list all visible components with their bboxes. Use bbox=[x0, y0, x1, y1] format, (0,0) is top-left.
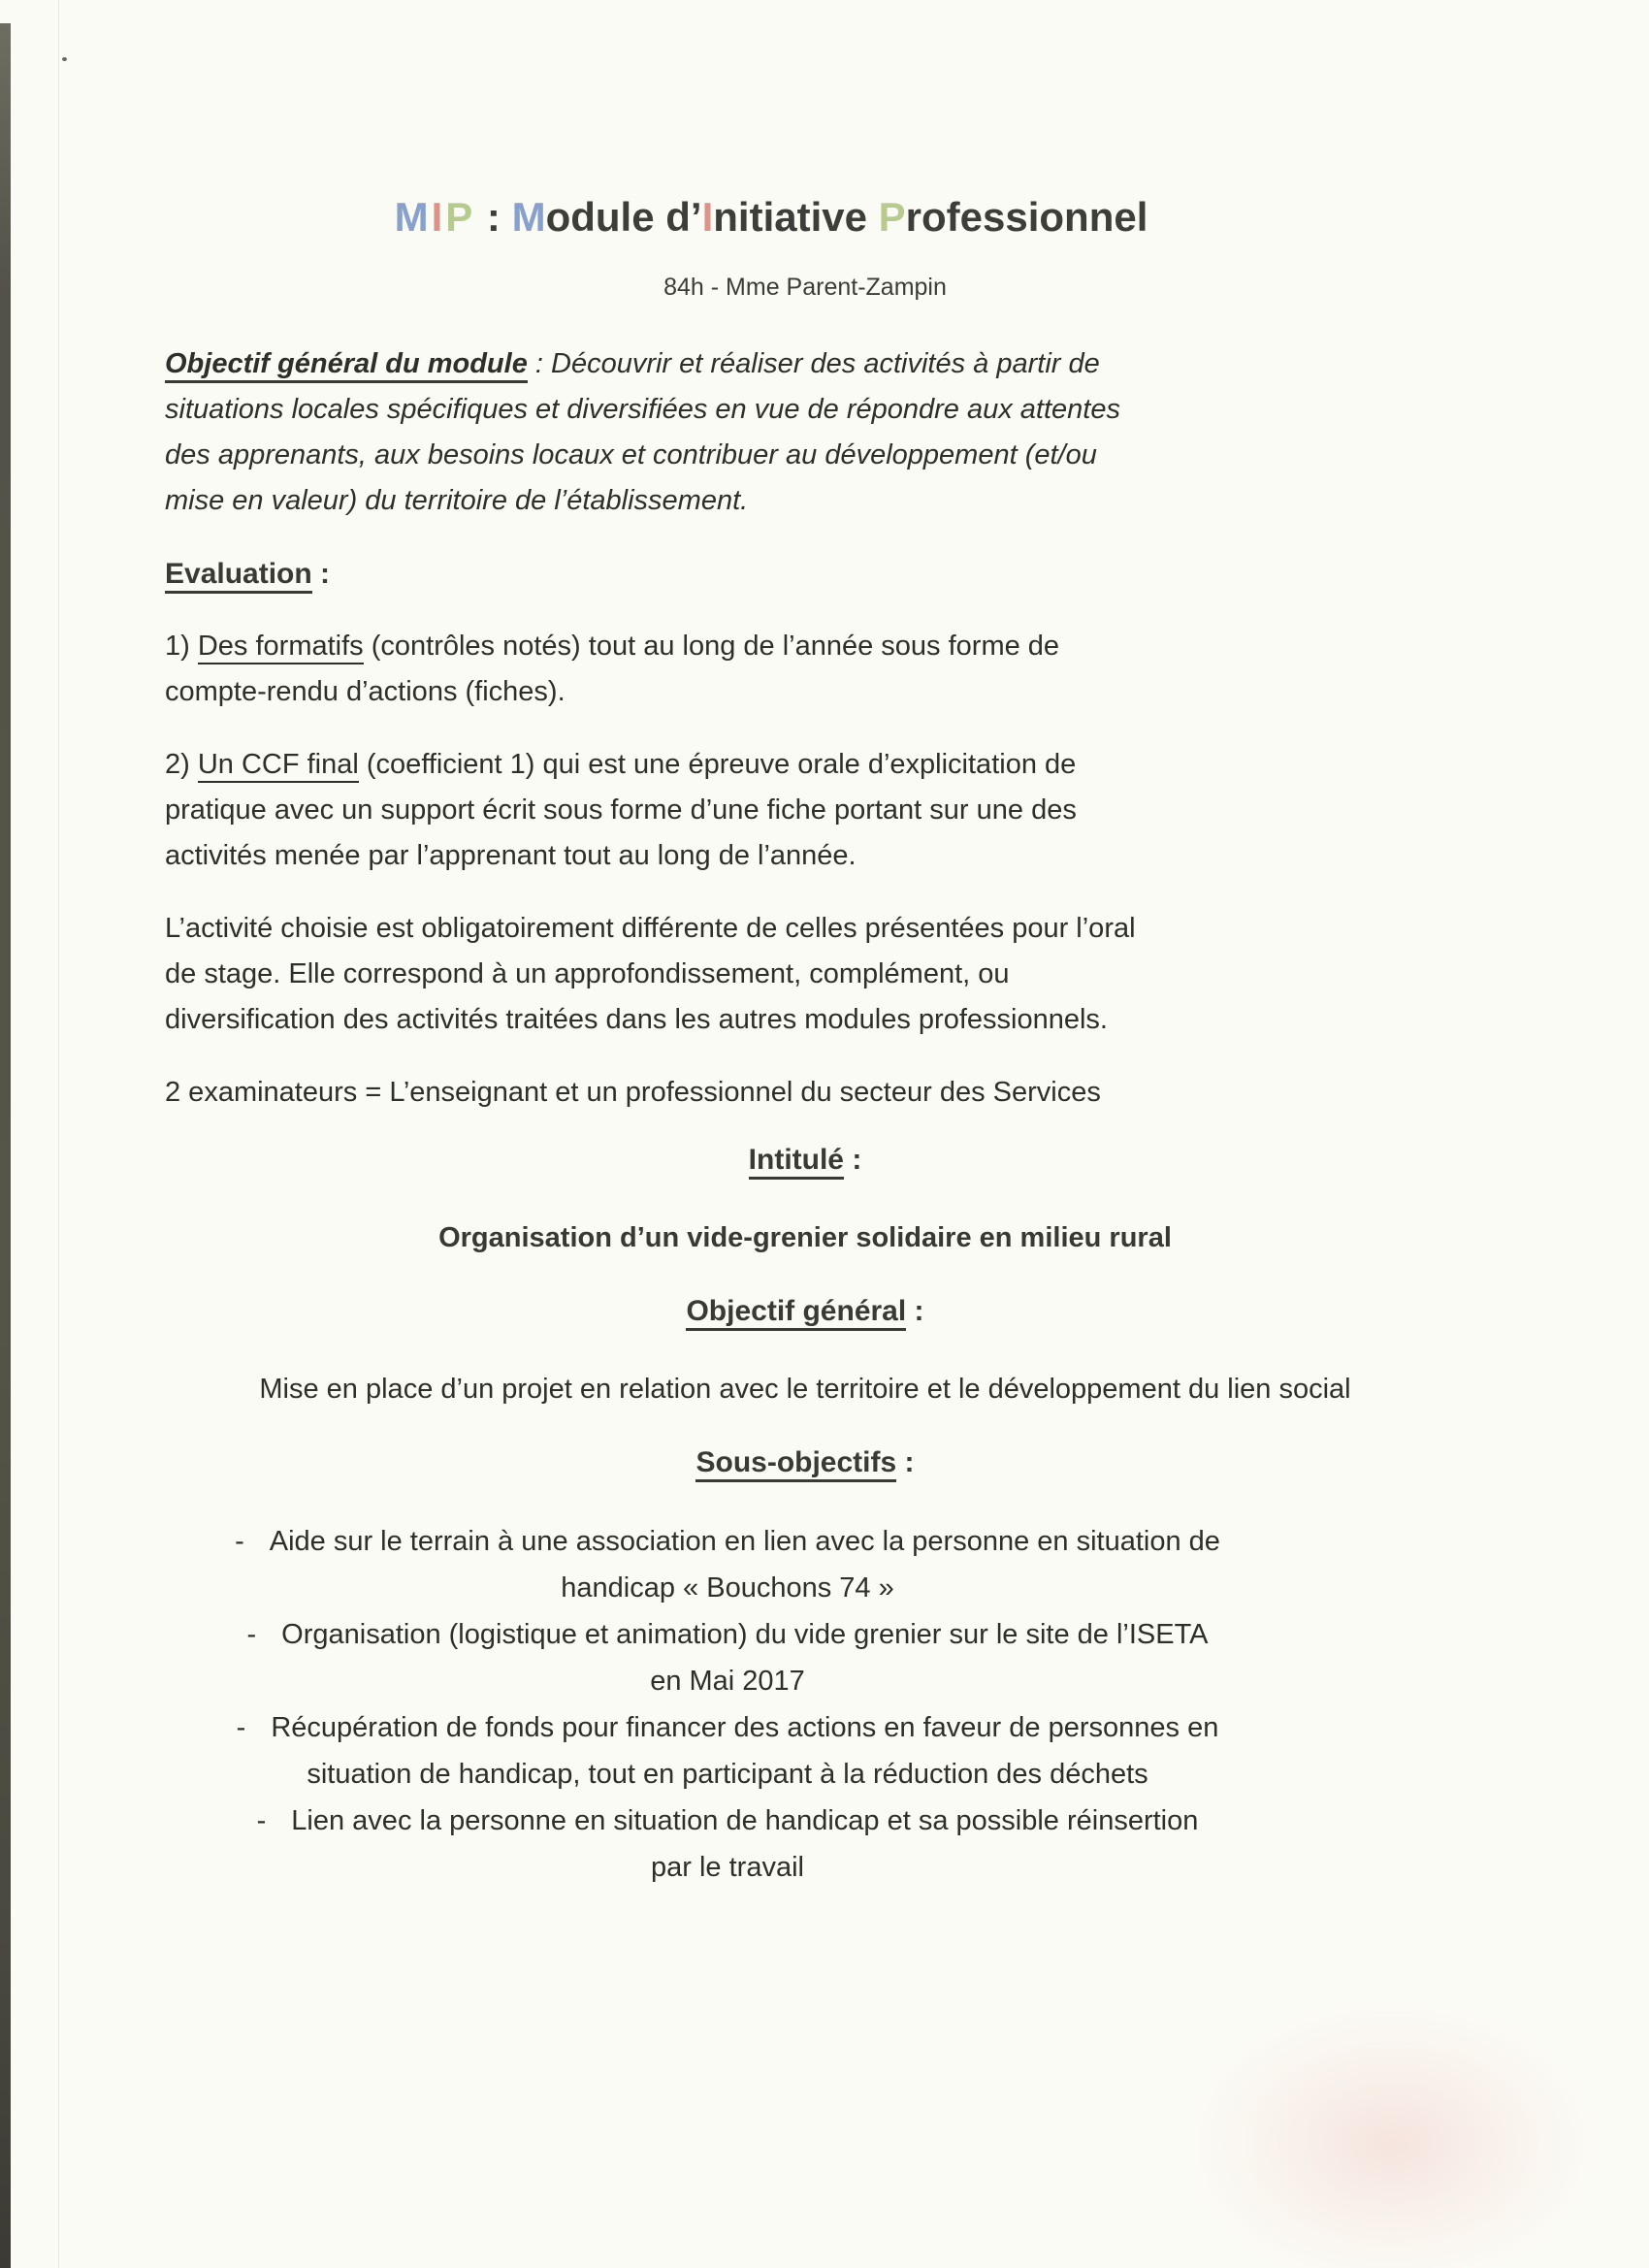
document-content bbox=[165, 192, 1445, 1891]
evaluation-item-2-rest: (coefficient 1) qui est une épreuve orale d’explicitation de pratique avec un support écrit sous forme d’une fiche portant sur une des activités menée par l’apprenant tout au long de l’année. bbox=[165, 749, 1077, 871]
list-item-text: Aide sur le terrain à une association en lien avec la personne en situation de handicap « Bouchons 74 » bbox=[269, 1526, 1220, 1604]
list-item bbox=[233, 1798, 1222, 1891]
heading-objectif-general-colon: : bbox=[906, 1295, 924, 1327]
heading-intitule-word: Intitulé bbox=[749, 1144, 844, 1180]
acronym-letter-m: M bbox=[394, 194, 432, 240]
objectif-general-value: Mise en place d’un projet en relation avec le territoire et le développement du lien social bbox=[259, 1374, 1351, 1405]
evaluation-item-2-underlined: Un CCF final bbox=[198, 749, 359, 783]
acronym-letter-p: P bbox=[445, 194, 476, 240]
scan-fold-line bbox=[58, 0, 59, 2268]
scan-speck bbox=[62, 57, 67, 61]
heading-sous-objectifs-word: Sous-objectifs bbox=[695, 1446, 896, 1482]
heading-evaluation-colon: : bbox=[311, 558, 331, 590]
list-item-text: Organisation (logistique et animation) du vide grenier sur le site de l’ISETA en Mai 2017 bbox=[281, 1619, 1209, 1697]
heading-intitule-colon: : bbox=[844, 1144, 862, 1176]
heading-evaluation bbox=[165, 551, 1445, 597]
list-item bbox=[233, 1611, 1222, 1704]
evaluation-item-1-underlined: Des formatifs bbox=[198, 631, 364, 664]
title-module-initial: M bbox=[511, 194, 546, 240]
bullet-dash: - bbox=[256, 1805, 267, 1836]
document-title bbox=[131, 192, 1411, 243]
list-item bbox=[233, 1704, 1222, 1798]
title-colon: : bbox=[475, 194, 512, 240]
title-initiative-rest: nitiative bbox=[713, 194, 879, 240]
scan-pink-smudge bbox=[1183, 1998, 1600, 2268]
paragraph-activite-choisie: L’activité choisie est obligatoirement différente de celles présentées pour l’oral de stage. Elle correspond à un approfondissement, complément, ou diversification des activités traitées dans les autres modules professionnels. bbox=[165, 913, 1136, 1035]
bullet-dash: - bbox=[246, 1619, 257, 1650]
heading-evaluation-word: Evaluation bbox=[165, 558, 312, 594]
acronym-letter-i: I bbox=[431, 194, 446, 240]
evaluation-item-1 bbox=[165, 624, 1149, 715]
list-item-text: Lien avec la personne en situation de handicap et sa possible réinsertion par le travail bbox=[291, 1805, 1199, 1883]
objectif-module-separator: : bbox=[527, 348, 551, 379]
evaluation-item-2 bbox=[165, 742, 1149, 879]
list-item-text: Récupération de fonds pour financer des actions en faveur de personnes en situation de handicap, tout en participant à la réduction des déchets bbox=[271, 1712, 1219, 1790]
heading-sous-objectifs bbox=[165, 1440, 1445, 1485]
bullet-dash: - bbox=[236, 1712, 246, 1743]
list-item bbox=[233, 1518, 1222, 1611]
heading-intitule bbox=[165, 1137, 1445, 1183]
heading-objectif-general bbox=[165, 1288, 1445, 1334]
objectif-module-body: Découvrir et réaliser des activités à partir de situations locales spécifiques et diversifiées en vue de répondre aux attentes des apprenants, aux besoins locaux et contribuer au développement (et/ou mise en valeur) du territoire de l’établissement. bbox=[165, 348, 1120, 516]
evaluation-item-2-number: 2) bbox=[165, 749, 198, 780]
sous-objectifs-list bbox=[233, 1518, 1222, 1891]
objectif-module-label: Objectif général du module bbox=[165, 348, 528, 383]
scan-edge-strip bbox=[0, 23, 11, 2268]
intitule-value: Organisation d’un vide-grenier solidaire en milieu rural bbox=[438, 1222, 1172, 1253]
evaluation-item-1-number: 1) bbox=[165, 631, 198, 662]
title-professionnel-rest: rofessionnel bbox=[905, 194, 1148, 240]
title-initiative-initial: I bbox=[701, 194, 714, 240]
heading-sous-objectifs-colon: : bbox=[896, 1446, 915, 1478]
title-professionnel-initial: P bbox=[878, 194, 906, 240]
bullet-dash: - bbox=[235, 1526, 244, 1557]
heading-objectif-general-word: Objectif général bbox=[686, 1295, 906, 1331]
paragraph-objectif-module bbox=[165, 341, 1149, 524]
title-module-rest: odule d’ bbox=[545, 194, 702, 240]
document-subtitle: 84h - Mme Parent-Zampin bbox=[663, 274, 947, 301]
paragraph-examinateurs: 2 examinateurs = L’enseignant et un professionnel du secteur des Services bbox=[165, 1077, 1101, 1108]
evaluation-item-1-rest: (contrôles notés) tout au long de l’année sous forme de compte-rendu d’actions (fiches). bbox=[165, 631, 1060, 707]
